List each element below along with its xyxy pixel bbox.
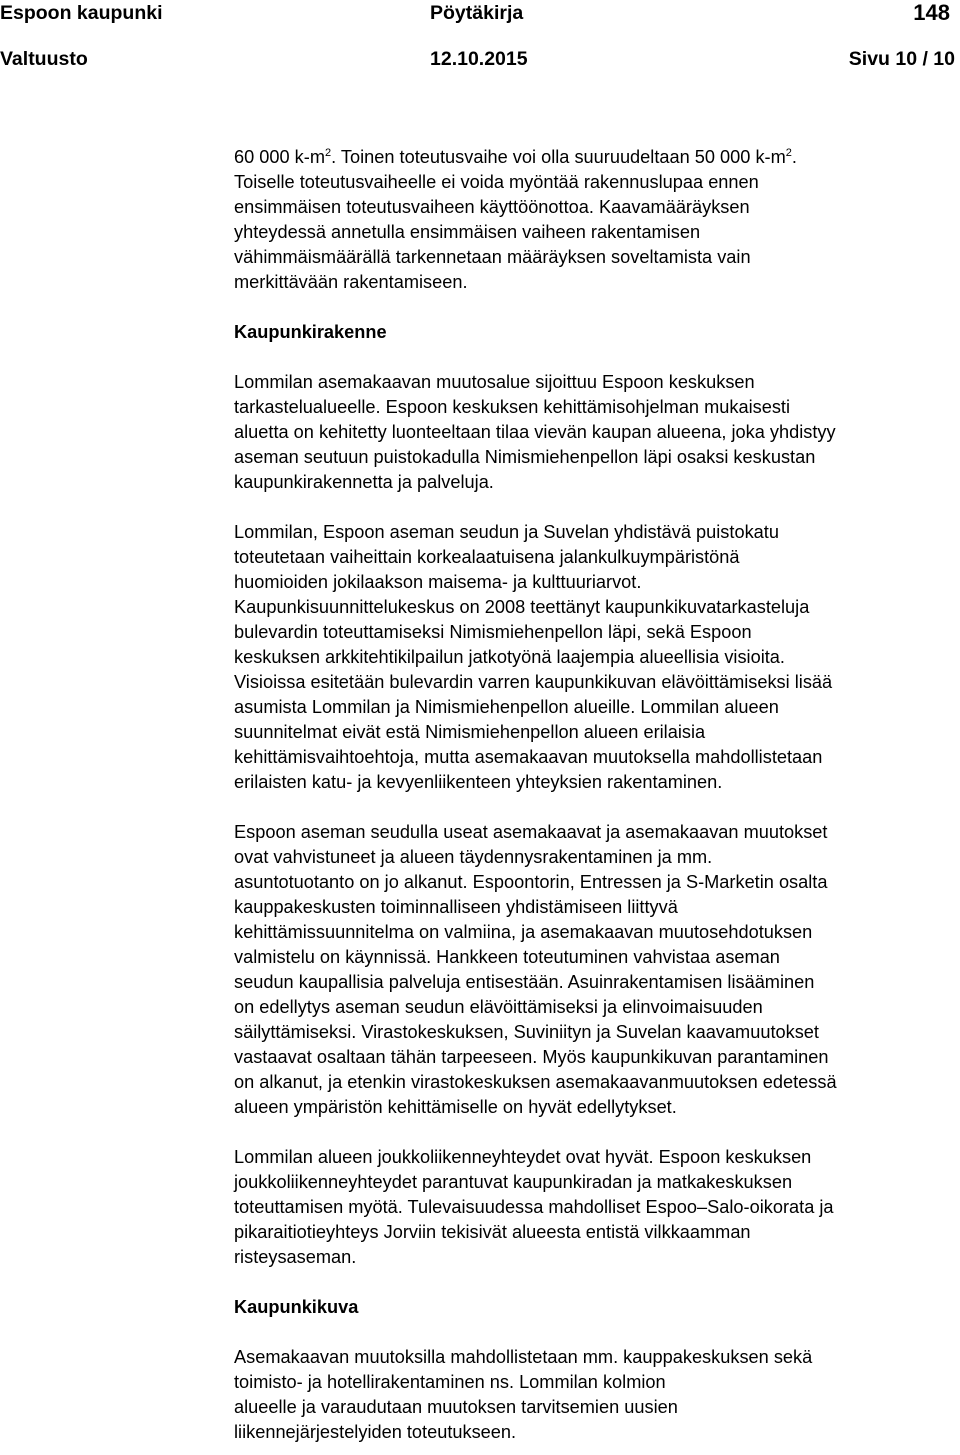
text-line: Lommilan asemakaavan muutosalue sijoittuu Espoon keskuksen bbox=[234, 372, 755, 392]
text-line: erilaisten katu- ja kevyenliikenteen yhteyksien rakentaminen. bbox=[234, 772, 723, 792]
text-line: tarkastelualueelle. Espoon keskuksen kehittämisohjelman mukaisesti bbox=[234, 397, 791, 417]
text-line: ovat vahvistuneet ja alueen täydennysrakentaminen ja mm. bbox=[234, 847, 713, 867]
text-line: Visioissa esitetään bulevardin varren kaupunkikuvan elävöittämiseksi lisää bbox=[234, 672, 833, 692]
paragraph-boulevard bbox=[234, 520, 958, 795]
paragraph-location bbox=[234, 370, 958, 495]
text-line: Lommilan, Espoon aseman seudun ja Suvelan yhdistävä puistokatu bbox=[234, 522, 779, 542]
text-line: on edellytys aseman seudun elävöittämiseksi ja elinvoimaisuuden bbox=[234, 997, 763, 1017]
text-line: Espoon aseman seudulla useat asemakaavat ja asemakaavan muutokset bbox=[234, 822, 828, 842]
text-line: alueen ympäristön kehittämiselle on hyvät edellytykset. bbox=[234, 1097, 677, 1117]
document-header-row-2 bbox=[0, 44, 960, 74]
paragraph-station-area bbox=[234, 820, 958, 1120]
text-line: aluetta on kehitetty luonteeltaan tilaa vievän kaupan alueena, joka yhdistyy bbox=[234, 422, 836, 442]
text-line: seudun kaupallisia palveluja entisestään. Asuinrakentamisen lisääminen bbox=[234, 972, 815, 992]
text-line: Lommilan alueen joukkoliikenneyhteydet ovat hyvät. Espoon keskuksen bbox=[234, 1147, 812, 1167]
text-line: kehittämissuunnitelma on valmiina, ja asemakaavan muutosehdotuksen bbox=[234, 922, 813, 942]
text-line: valmistelu on käynnissä. Hankkeen toteutuminen vahvistaa aseman bbox=[234, 947, 780, 967]
text-line: vastaavat osaltaan tähän tarpeeseen. Myös kaupunkikuvan parantaminen bbox=[234, 1047, 829, 1067]
text-line: säilyttämiseksi. Virastokeskuksen, Suviniityn ja Suvelan kaavamuutokset bbox=[234, 1022, 819, 1042]
text-line: Toiselle toteutusvaiheelle ei voida myöntää rakennuslupaa ennen bbox=[234, 172, 759, 192]
text-line: toimisto- ja hotellirakentaminen ns. Lommilan kolmion bbox=[234, 1372, 666, 1392]
text-line: 60 000 $k-m^2$. Toinen toteutusvaihe voi olla suuruudeltaan 50 000 $k-m^2$. bbox=[234, 147, 797, 167]
text-line: alueelle ja varaudutaan muutoksen tarvitsemien uusien bbox=[234, 1397, 678, 1417]
organization-name: Espoon kaupunki bbox=[0, 2, 163, 24]
text-line: pikaraitiotieyhteys Jorviin tekisivät alueesta entistä vilkkaamman bbox=[234, 1222, 751, 1242]
text-line: toteuttamisen myötä. Tulevaisuudessa mahdolliset Espoo–Salo-oikorata ja bbox=[234, 1197, 834, 1217]
document-type: Pöytäkirja bbox=[430, 2, 524, 24]
text-line: asumista Lommilan ja Nimismiehenpellon alueille. Lommilan alueen bbox=[234, 697, 779, 717]
text-line: huomioiden jokilaakson maisema- ja kulttuuriarvot. bbox=[234, 572, 642, 592]
text-line: toteutetaan vaiheittain korkealaatuisena jalankulkuympäristönä bbox=[234, 547, 740, 567]
document-header-row-1 bbox=[0, 0, 960, 28]
text-line: ensimmäisen toteutusvaiheen käyttöönottoa. Kaavamääräyksen bbox=[234, 197, 750, 217]
text-line: on alkanut, ja etenkin virastokeskuksen asemakaavanmuutoksen edetessä bbox=[234, 1072, 837, 1092]
text-line: yhteydessä annetulla ensimmäisen vaiheen rakentamisen bbox=[234, 222, 701, 242]
text-line: Asemakaavan muutoksilla mahdollistetaan mm. kauppakeskuksen sekä bbox=[234, 1347, 813, 1367]
paragraph-townscape bbox=[234, 1345, 958, 1445]
text-line: keskuksen arkkitehtikilpailun jatkotyönä laajempia alueellisia visioita. bbox=[234, 647, 785, 667]
text-line: kauppakeskusten toiminnalliseen yhdistämiseen liittyvä bbox=[234, 897, 678, 917]
text-line: Kaupunkisuunnittelukeskus on 2008 teettänyt kaupunkikuvatarkasteluja bbox=[234, 597, 810, 617]
text-line: kehittämisvaihtoehtoja, mutta asemakaavan muutoksella mahdollistetaan bbox=[234, 747, 823, 767]
text-line: aseman seutuun puistokadulla Nimismiehenpellon läpi osaksi keskustan bbox=[234, 447, 816, 467]
decision-body: Valtuusto bbox=[0, 48, 88, 70]
text-line: bulevardin toteuttamiseksi Nimismiehenpellon läpi, sekä Espoon bbox=[234, 622, 752, 642]
section-heading-kaupunkikuva: Kaupunkikuva bbox=[234, 1297, 359, 1317]
text-line: risteysaseman. bbox=[234, 1247, 357, 1267]
text-line: merkittävään rakentamiseen. bbox=[234, 272, 468, 292]
paragraph-phasing bbox=[234, 145, 958, 295]
text-line: vähimmäismäärällä tarkennetaan määräyksen soveltamista vain bbox=[234, 247, 751, 267]
text-line: asuntotuotanto on jo alkanut. Espoontorin, Entressen ja S-Marketin osalta bbox=[234, 872, 828, 892]
text-line: kaupunkirakennetta ja palveluja. bbox=[234, 472, 494, 492]
meeting-date: 12.10.2015 bbox=[430, 48, 528, 70]
section-number: 148 bbox=[913, 0, 950, 25]
page-number: Sivu 10 / 10 bbox=[848, 48, 955, 70]
section-heading-kaupunkirakenne: Kaupunkirakenne bbox=[234, 322, 387, 342]
document-body bbox=[234, 145, 958, 1445]
text-line: liikennejärjestelyiden toteutukseen. bbox=[234, 1422, 517, 1442]
paragraph-public-transport bbox=[234, 1145, 958, 1270]
text-line: suunnitelmat eivät estä Nimismiehenpellon alueen erilaisia bbox=[234, 722, 706, 742]
text-line: joukkoliikenneyhteydet parantuvat kaupunkiradan ja matkakeskuksen bbox=[234, 1172, 793, 1192]
